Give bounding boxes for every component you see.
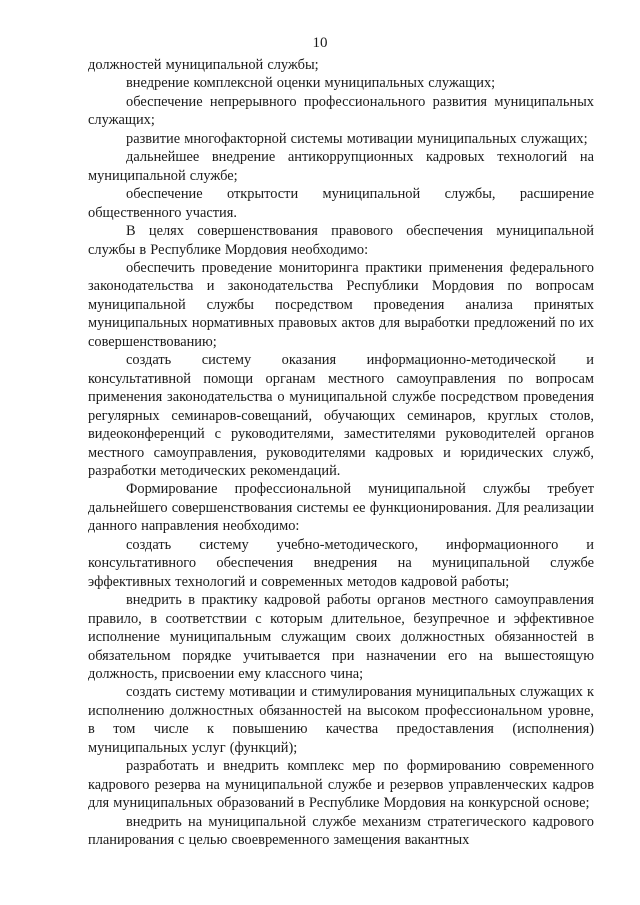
paragraph: дальнейшее внедрение антикоррупционных кадровых технологий на муниципальной службе; xyxy=(88,149,594,184)
paragraph: В целях совершенствования правового обеспечения муниципальной службы в Республике Мордовия необходимо: xyxy=(88,223,594,258)
paragraph: Формирование профессиональной муниципальной службы требует дальнейшего совершенствования системы ее функционирования. Для реализации данного направления необходимо: xyxy=(88,481,594,535)
paragraph: создать систему оказания информационно-методической и консультативной помощи органам местного самоуправления по вопросам применения законодательства о муниципальной службе посредством проведения регулярных семинаров-совещаний, обучающих семинаров, круглых столов, видеоконференций с руководителями, заместителями руководителей органов местного самоуправления, руководителями кадровых и юридических служб, разработки методических рекомендаций. xyxy=(88,352,594,479)
document-body xyxy=(88,56,594,849)
paragraph: внедрить в практику кадровой работы органов местного самоуправления правило, в соответствии с которым длительное, безупречное и эффективное исполнение муниципальным служащим своих должностных обязанностей в обязательном порядке учитывается при назначении его на вышестоящую должность, присвоении ему классного чина; xyxy=(88,592,594,682)
paragraph: обеспечение непрерывного профессионального развития муниципальных служащих; xyxy=(88,93,594,129)
paragraph: внедрить на муниципальной службе механизм стратегического кадрового планирования с целью своевременного замещения вакантных xyxy=(88,813,594,849)
paragraph: должностей муниципальной службы; xyxy=(88,57,319,73)
paragraph: создать систему учебно-методического, информационного и консультативного обеспечения внедрения на муниципальной службе эффективных технологий и современных методов кадровой работы; xyxy=(88,536,594,590)
paragraph: развитие многофакторной системы мотивации муниципальных служащих; xyxy=(126,130,588,147)
paragraph: обеспечить проведение мониторинга практики применения федерального законодательства и законодательства Республики Мордовия по вопросам муниципальной службы посредством проведения анализа принятых муниципальных нормативных правовых актов для выработки предложений по их совершенствованию; xyxy=(88,259,594,350)
paragraph: создать систему мотивации и стимулирования муниципальных служащих к исполнению должностных обязанностей на высоком профессиональном уровне, в том числе к повышению качества предоставления (исполнения) муниципальных услуг (функций); xyxy=(88,684,594,756)
paragraph: обеспечение открытости муниципальной службы, расширение общественного участия. xyxy=(88,186,594,221)
paragraph: внедрение комплексной оценки муниципальных служащих; xyxy=(126,75,496,92)
paragraph: разработать и внедрить комплекс мер по формированию современного кадрового резерва на муниципальной службе и резервов управленческих кадров для муниципальных образований в Республике Мордовия на конкурсной основе; xyxy=(88,758,594,812)
page-number: 10 xyxy=(312,35,328,51)
